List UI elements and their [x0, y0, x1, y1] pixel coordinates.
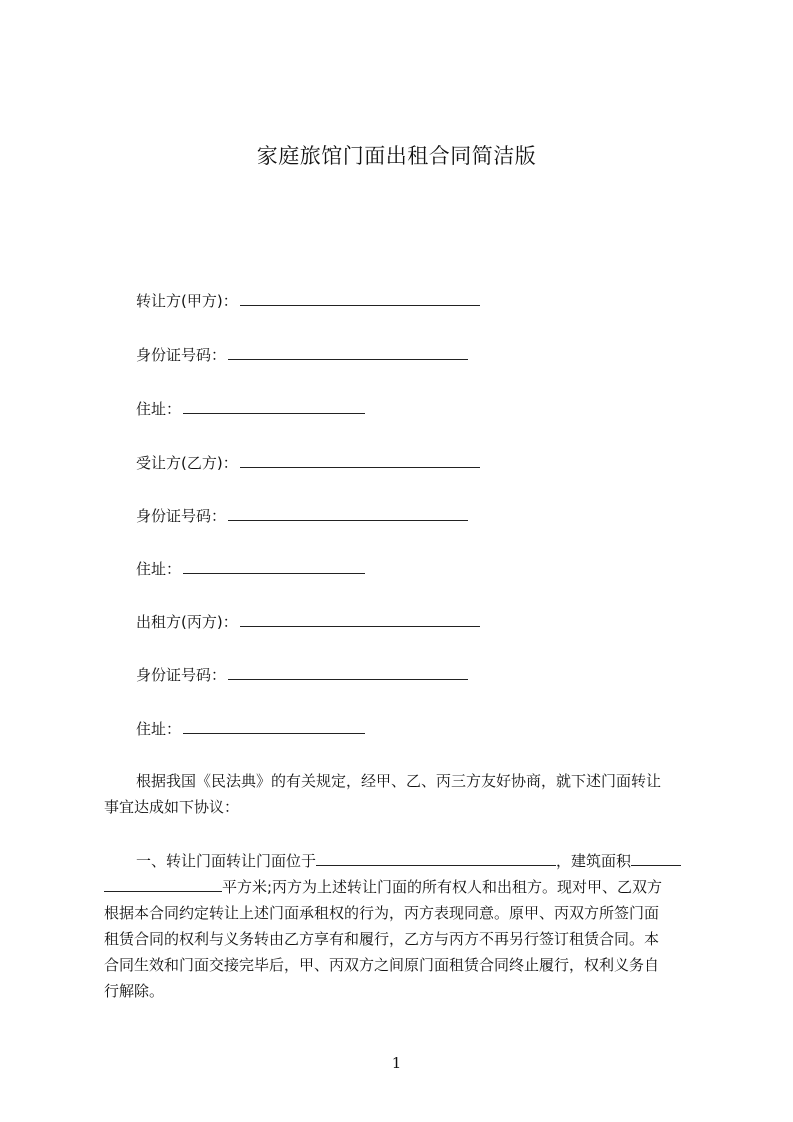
location-blank[interactable] — [316, 849, 556, 866]
page-number: 1 — [391, 1054, 402, 1072]
party-a-id-label: 身份证号码： — [136, 346, 227, 364]
party-a-name-blank[interactable] — [240, 288, 480, 306]
preamble-line-1: 根据我国《民法典》的有关规定，经甲、乙、丙三方友好协商，就下述门面转让 — [136, 772, 662, 790]
clause-1-line-5: 合同生效和门面交接完毕后，甲、丙双方之间原门面租赁合同终止履行，权利义务自 — [104, 956, 660, 974]
party-b-address-field — [136, 556, 365, 580]
party-b-name-field — [136, 450, 480, 474]
party-c-name-blank[interactable] — [240, 609, 480, 627]
party-a-name-field — [136, 288, 480, 312]
party-c-address-label: 住址： — [136, 720, 182, 738]
area-blank-part-2[interactable] — [104, 875, 222, 892]
party-b-name-label: 受让方(乙方)： — [136, 454, 238, 472]
clause-1-line-3: 根据本合同约定转让上述门面承租权的行为，丙方表现同意。原甲、丙双方所签门面 — [104, 904, 660, 922]
preamble-line-2: 事宜达成如下协议： — [104, 798, 240, 816]
clause-1-line-6: 行解除。 — [104, 982, 165, 1000]
party-b-id-label: 身份证号码： — [136, 507, 227, 525]
page-title: 家庭旅馆门面出租合同简洁版 — [256, 144, 537, 168]
party-c-name-field — [136, 609, 480, 633]
clause-1-area-label: ，建筑面积 — [556, 852, 632, 870]
party-a-id-field — [136, 342, 468, 366]
party-b-id-blank[interactable] — [228, 503, 468, 521]
party-c-address-blank[interactable] — [183, 716, 365, 734]
party-c-id-label: 身份证号码： — [136, 666, 227, 684]
party-a-address-blank[interactable] — [183, 396, 365, 414]
clause-1-paragraph — [104, 848, 704, 1004]
preamble-paragraph — [104, 768, 704, 820]
party-c-id-blank[interactable] — [228, 662, 468, 680]
party-c-address-field — [136, 716, 365, 740]
party-b-name-blank[interactable] — [240, 450, 480, 468]
party-b-address-label: 住址： — [136, 560, 182, 578]
clause-1-line-4: 租赁合同的权利与义务转由乙方享有和履行，乙方与丙方不再另行签订租赁合同。本 — [104, 930, 660, 948]
party-b-address-blank[interactable] — [183, 556, 365, 574]
clause-1-location-label: 一、转让门面转让门面位于 — [136, 852, 317, 870]
party-c-name-label: 出租方(丙方)： — [136, 613, 238, 631]
party-a-address-label: 住址： — [136, 400, 182, 418]
party-a-address-field — [136, 396, 365, 420]
area-blank-part-1[interactable] — [631, 849, 681, 866]
party-a-id-blank[interactable] — [228, 342, 468, 360]
party-a-name-label: 转让方(甲方)： — [136, 292, 238, 310]
clause-1-line-2: 平方米;丙方为上述转让门面的所有权人和出租方。现对甲、乙双方 — [222, 878, 663, 896]
party-c-id-field — [136, 662, 468, 686]
party-b-id-field — [136, 503, 468, 527]
